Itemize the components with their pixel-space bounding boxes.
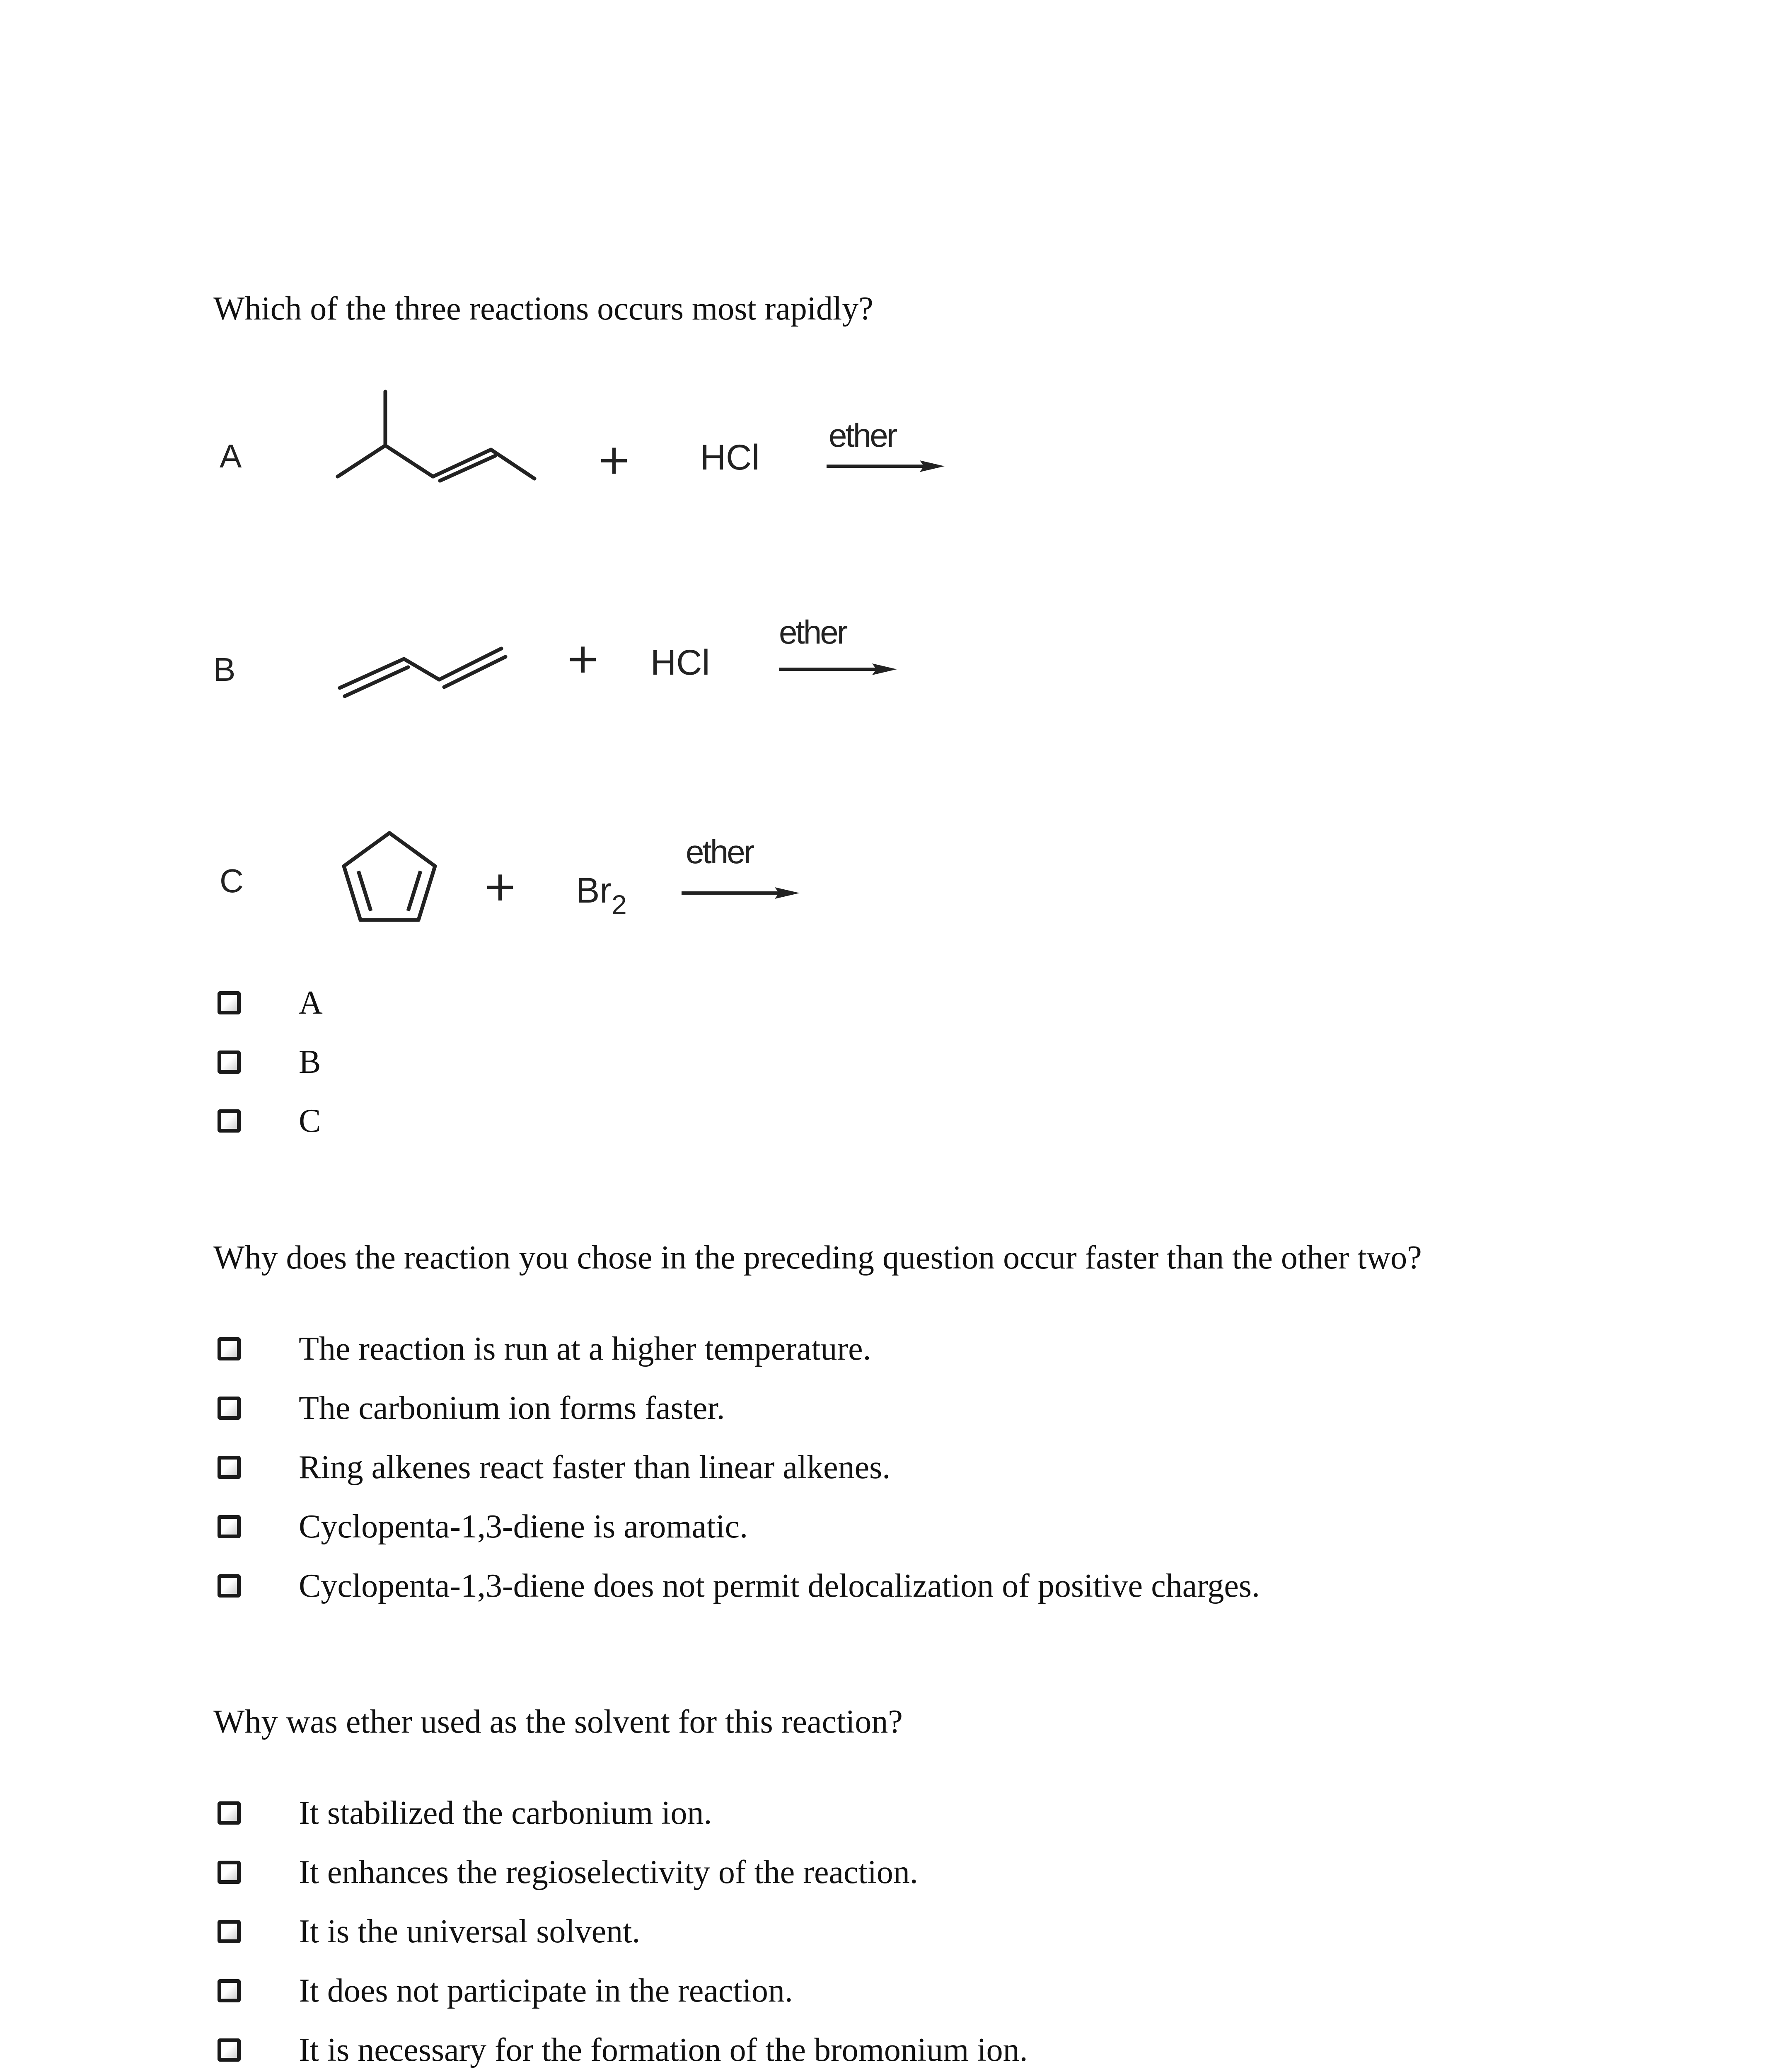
- q3-option-2[interactable]: [218, 1854, 918, 1891]
- q3-option-4[interactable]: [218, 1972, 793, 2009]
- checkbox-icon[interactable]: [218, 1920, 241, 1943]
- arrow-icon: [679, 885, 804, 901]
- structure-c-icon: [336, 825, 443, 932]
- option-label: A: [299, 984, 323, 1021]
- checkbox-icon[interactable]: [218, 1051, 241, 1074]
- reaction-b-condition: ether: [779, 614, 846, 651]
- q2-option-5[interactable]: [218, 1567, 1260, 1605]
- structure-a-icon: [331, 385, 547, 489]
- option-label: It does not participate in the reaction.: [299, 1972, 793, 2009]
- reaction-b-label: B: [213, 651, 236, 688]
- structure-b-icon: [331, 634, 514, 704]
- question-2-text: Why does the reaction you chose in the preceding question occur faster than the other two?: [213, 1239, 1422, 1276]
- checkbox-icon[interactable]: [218, 2038, 241, 2062]
- reaction-a-label: A: [220, 438, 242, 474]
- question-1-text: Which of the three reactions occurs most rapidly?: [213, 290, 873, 327]
- option-label: It is the universal solvent.: [299, 1913, 641, 1950]
- checkbox-icon[interactable]: [218, 1801, 241, 1825]
- option-label: Ring alkenes react faster than linear alkenes.: [299, 1449, 891, 1486]
- q2-option-1[interactable]: [218, 1330, 871, 1368]
- checkbox-icon[interactable]: [218, 1337, 241, 1360]
- reaction-c-condition: ether: [686, 833, 753, 870]
- option-label: It enhances the regioselectivity of the reaction.: [299, 1854, 918, 1890]
- q2-option-4[interactable]: [218, 1508, 748, 1545]
- option-label: It is necessary for the formation of the bromonium ion.: [299, 2031, 1028, 2068]
- arrow-icon: [777, 661, 901, 678]
- option-label: C: [299, 1102, 321, 1139]
- reaction-a-condition: ether: [829, 417, 896, 454]
- reaction-c-plus: +: [483, 862, 517, 910]
- option-label: It stabilized the carbonium ion.: [299, 1794, 712, 1831]
- option-label: Cyclopenta-1,3-diene is aromatic.: [299, 1508, 748, 1545]
- checkbox-icon[interactable]: [218, 1109, 241, 1133]
- option-label: The reaction is run at a higher temperature.: [299, 1330, 871, 1367]
- option-label: B: [299, 1043, 321, 1080]
- reagent-subscript: 2: [612, 889, 627, 920]
- checkbox-icon[interactable]: [218, 1515, 241, 1538]
- option-label: The carbonium ion forms faster.: [299, 1389, 725, 1426]
- option-label: Cyclopenta-1,3-diene does not permit delocalization of positive charges.: [299, 1567, 1260, 1604]
- q1-option-a[interactable]: [218, 984, 323, 1021]
- question-3-text: Why was ether used as the solvent for this reaction?: [213, 1704, 903, 1740]
- checkbox-icon[interactable]: [218, 991, 241, 1014]
- reaction-c-label: C: [220, 862, 244, 899]
- checkbox-icon[interactable]: [218, 1574, 241, 1598]
- reaction-a-plus: +: [597, 435, 631, 484]
- checkbox-icon[interactable]: [218, 1861, 241, 1884]
- checkbox-icon[interactable]: [218, 1979, 241, 2002]
- q3-option-3[interactable]: [218, 1913, 640, 1950]
- q3-option-5[interactable]: [218, 2031, 1028, 2069]
- reaction-c-reagent: $Br_2$: [576, 871, 627, 920]
- q1-option-b[interactable]: [218, 1043, 321, 1081]
- q1-option-c[interactable]: [218, 1102, 321, 1140]
- reaction-b-reagent: HCl: [650, 643, 710, 683]
- q3-option-1[interactable]: [218, 1794, 712, 1832]
- q2-option-2[interactable]: [218, 1389, 725, 1427]
- checkbox-icon[interactable]: [218, 1397, 241, 1420]
- reaction-b-plus: +: [566, 634, 600, 683]
- q2-option-3[interactable]: [218, 1449, 890, 1486]
- reaction-a-reagent: HCl: [700, 438, 760, 477]
- arrow-icon: [824, 458, 949, 474]
- checkbox-icon[interactable]: [218, 1456, 241, 1479]
